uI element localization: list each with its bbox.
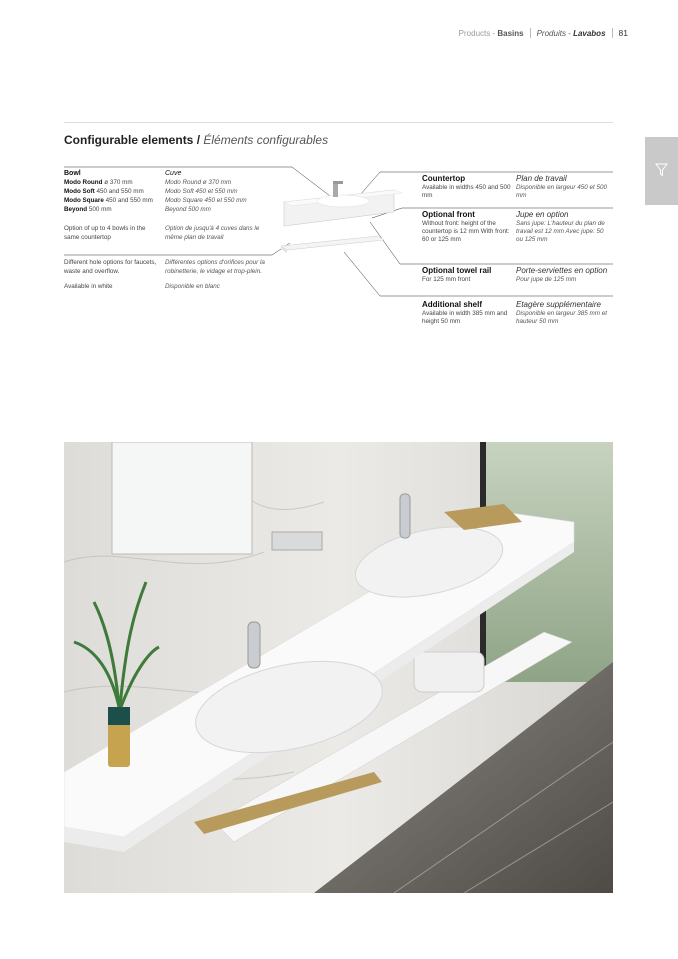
countertop-heading: Countertop xyxy=(422,174,466,183)
title-fr: Éléments configurables xyxy=(203,133,329,147)
optional-front-heading: Optional front xyxy=(422,210,475,219)
white-text-en: Available in white xyxy=(64,283,113,290)
optional-front-text: Without front: height of the countertop is 12 mm With front: 60 or 125 mm xyxy=(422,220,510,244)
bowl-line-fr: Modo Soft 450 et 550 mm xyxy=(165,188,238,195)
bowl-heading-fr: Cuve xyxy=(165,170,182,177)
holes-text-fr: Différentes options d'orifices pour la robinetterie, le vidage et trop-plein. xyxy=(165,259,265,275)
bowl-note-fr: Option de jusqu'à 4 cuves dans le même plan de travail xyxy=(165,225,260,241)
bowl-line: Modo Square 450 and 550 mm xyxy=(64,197,153,204)
title-en: Configurable elements / xyxy=(64,133,204,147)
bowl-line-fr: Beyond 500 mm xyxy=(165,206,211,213)
basin-diagram-image xyxy=(281,181,402,253)
countertop-text: Available in widths 450 and 500 mm xyxy=(422,184,511,200)
breadcrumb-prefix-fr: Produits - xyxy=(536,28,574,38)
additional-shelf-heading-fr: Etagère supplémentaire xyxy=(516,300,601,309)
bowl-heading-en: Bowl xyxy=(64,170,81,177)
bowl-note-en: Option of up to 4 bowls in the same countertop xyxy=(64,225,146,241)
towel-rail-text: For 125 mm front xyxy=(422,276,471,283)
breadcrumb-prefix-en: Products - xyxy=(458,28,498,38)
diagram-leader-lines xyxy=(0,0,678,440)
additional-shelf-heading: Additional shelf xyxy=(422,300,482,309)
countertop-text-fr: Disponible en largeur 450 et 500 mm xyxy=(516,184,608,200)
holes-text-en: Different hole options for faucets, waste and overflow. xyxy=(64,259,157,275)
breadcrumb-section-en: Basins xyxy=(497,28,524,38)
bowl-line-fr: Modo Square 450 et 550 mm xyxy=(165,197,247,204)
additional-shelf-text: Available in width 385 mm and height 50 mm xyxy=(422,310,508,326)
white-text-fr: Disponible en blanc xyxy=(165,283,220,290)
towel-rail-heading-fr: Porte-serviettes en option xyxy=(516,266,608,275)
bathroom-photo xyxy=(64,442,613,893)
towel-rail-heading: Optional towel rail xyxy=(422,266,492,275)
bowl-line: Modo Round ø 370 mm xyxy=(64,179,133,186)
bowl-line-fr: Modo Round ø 370 mm xyxy=(165,179,232,186)
bowl-line: Beyond 500 mm xyxy=(64,206,112,213)
towel-rail-text-fr: Pour jupe de 125 mm xyxy=(516,276,577,283)
additional-shelf-text-fr: Disponible en largeur 385 mm et hauteur 50 mm xyxy=(516,310,608,326)
countertop-heading-fr: Plan de travail xyxy=(516,174,567,183)
breadcrumb-section-fr: Lavabos xyxy=(573,28,606,38)
optional-front-heading-fr: Jupe en option xyxy=(516,210,569,219)
page-number: 81 xyxy=(618,28,628,38)
optional-front-text-fr: Sans jupe: L'hauteur du plan de travail est 12 mm Avec jupe: 50 ou 125 mm xyxy=(516,220,605,244)
bowl-line: Modo Soft 450 and 550 mm xyxy=(64,188,144,195)
